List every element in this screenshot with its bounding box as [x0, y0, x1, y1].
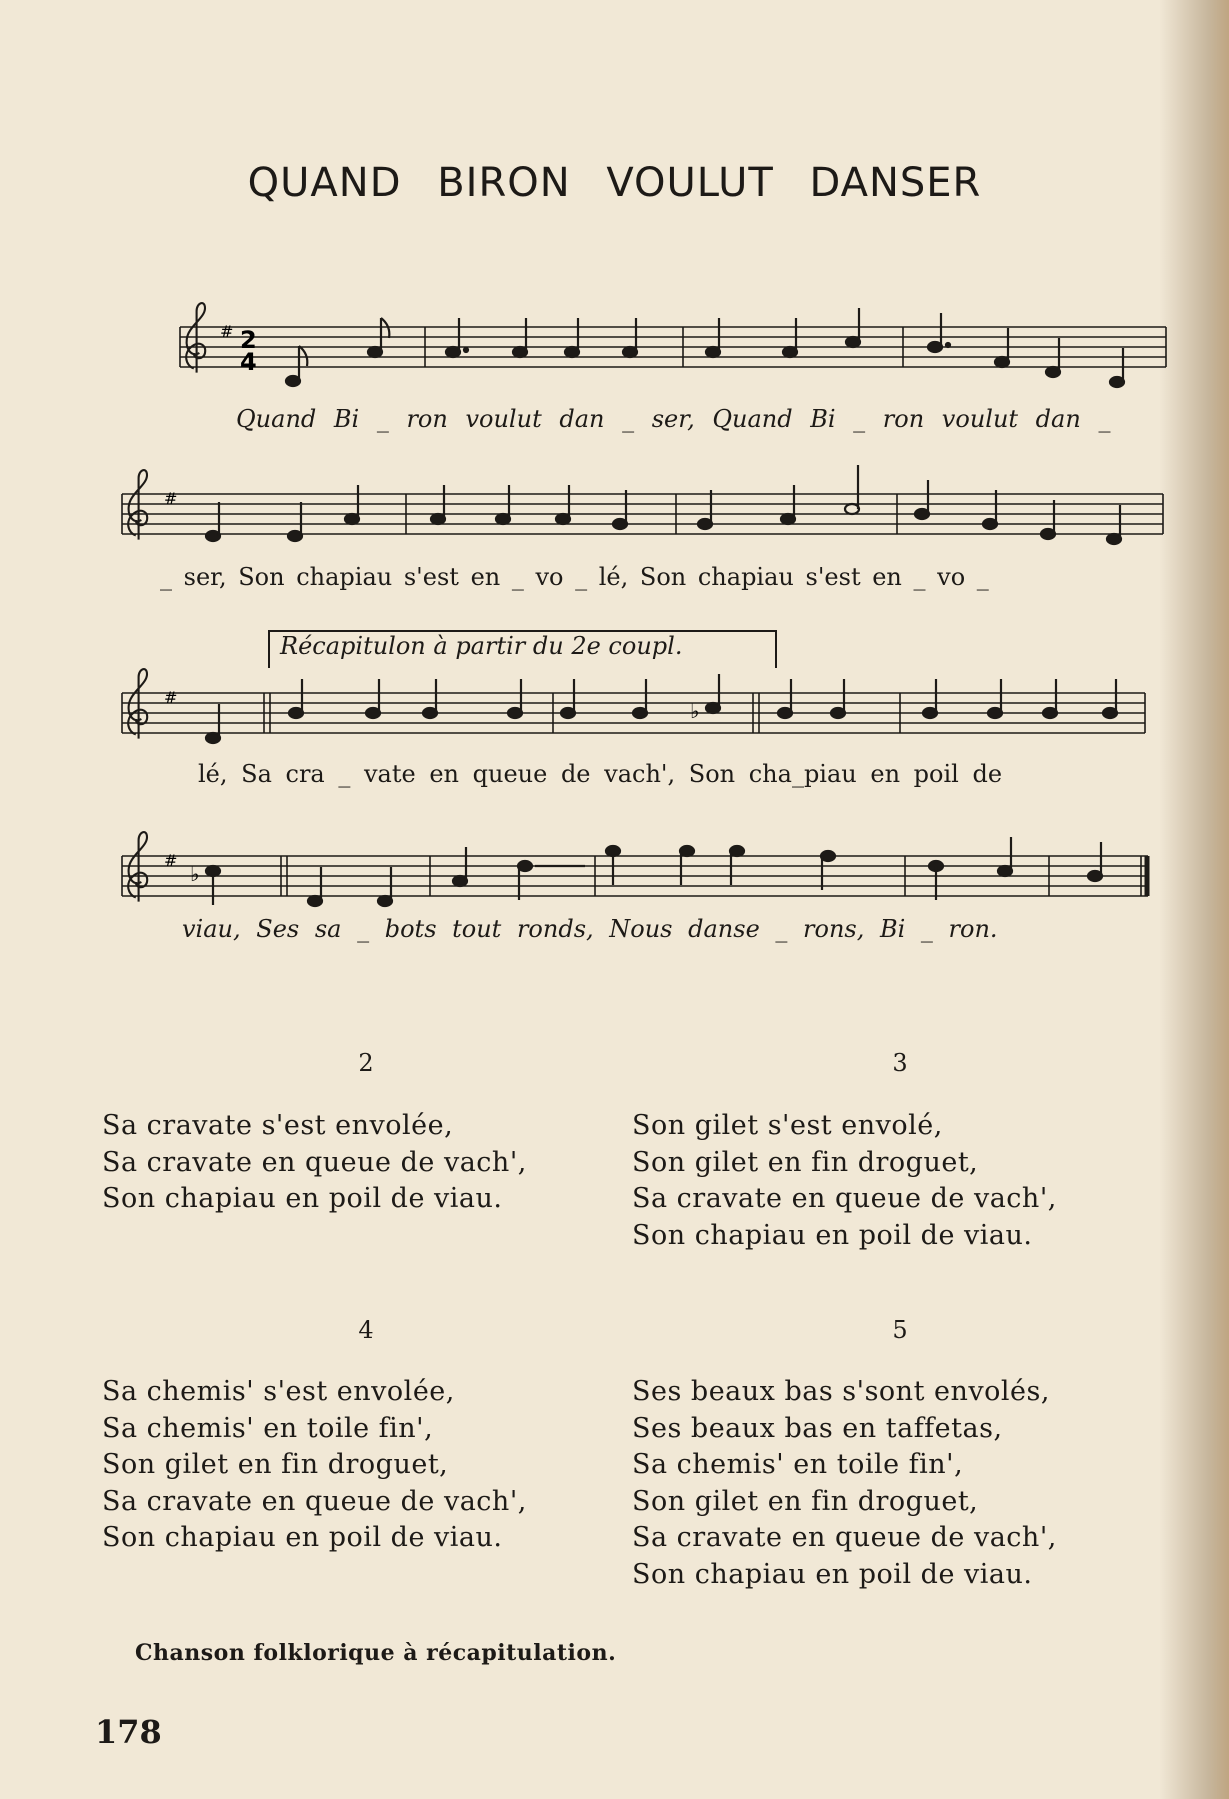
verse-line: Sa cravate s'est envolée,: [102, 1110, 454, 1141]
verse-line: Son gilet s'est envolé,: [632, 1110, 943, 1141]
verse-line: Son chapiau en poil de viau.: [102, 1183, 503, 1214]
verse-number-2: 2: [358, 1049, 374, 1077]
verse-line: Son chapiau en poil de viau.: [632, 1558, 1033, 1590]
song-title: QUAND BIRON VOULUT DANSER: [247, 160, 982, 206]
recap-text: Récapitulon à partir du 2e coupl.: [280, 632, 683, 660]
verse-number-4: 4: [358, 1316, 374, 1344]
verse-line: Sa cravate en queue de vach',: [632, 1522, 1057, 1553]
verse-5: [632, 1374, 1057, 1593]
verse-line: Son gilet en fin droguet,: [632, 1485, 979, 1517]
page-number: 178: [95, 1713, 162, 1751]
svg-text:#: #: [220, 322, 234, 341]
svg-text:♭: ♭: [190, 862, 200, 886]
lyrics-line-4: viau, Ses sa _ bots tout ronds, Nous danse _ rons, Bi _ ron.: [182, 915, 998, 943]
verse-line: Son gilet en fin droguet,: [102, 1449, 449, 1480]
lyrics-line-2: _ ser, Son chapiau s'est en _ vo _ lé, Son chapiau s'est en _ vo _: [160, 563, 989, 591]
verse-line: Sa cravate en queue de vach',: [102, 1146, 527, 1178]
svg-text:2: 2: [240, 326, 257, 354]
staff-2: [122, 465, 1163, 544]
svg-text:4: 4: [240, 348, 257, 376]
staff-1: [180, 303, 1166, 387]
svg-text:#: #: [164, 688, 178, 707]
staff-4: [122, 832, 1148, 906]
svg-text:#: #: [164, 489, 178, 508]
verse-line: Sa chemis' en toile fin',: [102, 1412, 434, 1444]
verse-3: [632, 1108, 1057, 1254]
svg-text:#: #: [164, 851, 178, 870]
lyrics-line-3: lé, Sa cra _ vate en queue de vach', Son cha_piau en poil de: [198, 760, 1003, 788]
verse-line: Ses beaux bas en taffetas,: [632, 1412, 1003, 1444]
verse-4: [102, 1374, 527, 1557]
verse-line: Sa chemis' en toile fin',: [632, 1449, 964, 1480]
verse-line: Son gilet en fin droguet,: [632, 1146, 979, 1178]
verse-number-3: 3: [892, 1049, 908, 1077]
verse-line: Sa cravate en queue de vach',: [632, 1183, 1057, 1214]
verse-line: Ses beaux bas s'sont envolés,: [632, 1376, 1050, 1407]
lyrics-line-1: Quand Bi _ ron voulut dan _ ser, Quand Bi _ ron voulut dan _: [236, 405, 1111, 433]
verse-2: [102, 1108, 527, 1218]
recapitulation-note: [258, 630, 778, 670]
svg-text:♭: ♭: [690, 699, 700, 723]
verse-line: Sa cravate en queue de vach',: [102, 1485, 527, 1517]
verse-number-5: 5: [892, 1316, 908, 1344]
staff-3: [122, 669, 1145, 743]
verse-line: Son chapiau en poil de viau.: [102, 1522, 503, 1553]
footnote: Chanson folklorique à récapitulation.: [135, 1640, 617, 1666]
verse-line: Sa chemis' s'est envolée,: [102, 1376, 455, 1407]
verse-line: Son chapiau en poil de viau.: [632, 1219, 1033, 1251]
